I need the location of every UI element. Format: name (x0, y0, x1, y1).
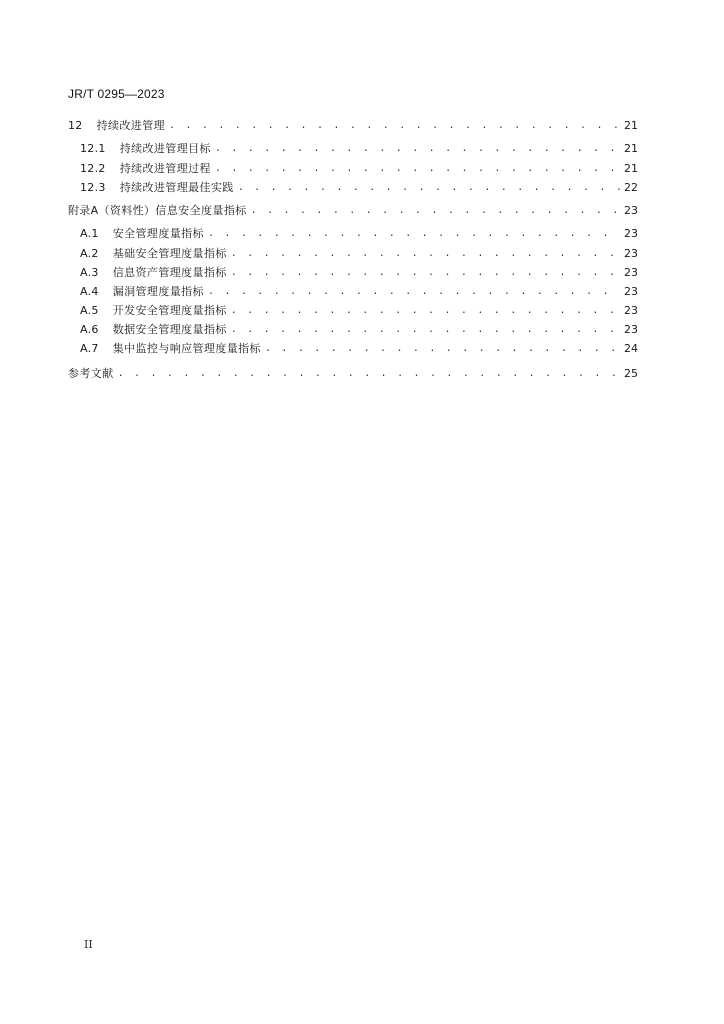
toc-number: 12.2 (80, 162, 106, 175)
toc-leader (215, 159, 620, 179)
toc-leader (118, 364, 620, 384)
toc-entry[interactable] (80, 282, 638, 302)
toc-leader (238, 178, 620, 198)
toc-number: 12.3 (80, 181, 106, 194)
toc-label: 漏洞管理度量指标 (112, 285, 204, 298)
toc-page: 23 (624, 266, 638, 279)
toc-page: 25 (624, 367, 638, 380)
toc-entry[interactable] (80, 263, 638, 283)
toc-page: 23 (624, 285, 638, 298)
toc-entry[interactable] (68, 116, 638, 136)
toc-number: 12.1 (80, 142, 106, 155)
toc-leader (231, 320, 620, 340)
toc-label: 持续改进管理过程 (119, 162, 211, 175)
toc-label: 集中监控与响应管理度量指标 (112, 342, 261, 355)
toc-label: 参考文献 (68, 367, 114, 380)
toc-leader (231, 263, 620, 283)
toc-page: 23 (624, 304, 638, 317)
toc-page: 23 (624, 323, 638, 336)
toc-leader (265, 339, 620, 359)
toc-number: A.2 (80, 247, 99, 260)
document-code: JR/T 0295—2023 (68, 87, 165, 101)
toc-entry[interactable] (80, 178, 638, 198)
toc-label: 持续改进管理目标 (119, 142, 211, 155)
toc-number: A.6 (80, 323, 99, 336)
toc-page: 23 (624, 227, 638, 240)
toc-leader (231, 301, 620, 321)
toc-page: 21 (624, 142, 638, 155)
toc-number: 12 (68, 119, 83, 132)
toc-label: 基础安全管理度量指标 (112, 247, 227, 260)
toc-leader (251, 201, 620, 221)
toc-entry[interactable] (68, 364, 638, 384)
toc-label: 安全管理度量指标 (112, 227, 204, 240)
toc-entry[interactable] (80, 139, 638, 159)
toc-entry[interactable] (80, 320, 638, 340)
toc-entry[interactable] (80, 159, 638, 179)
toc-label: 持续改进管理 (96, 119, 166, 132)
toc-leader (215, 139, 620, 159)
toc-entry[interactable] (68, 201, 638, 221)
toc-label: 开发安全管理度量指标 (112, 304, 227, 317)
toc-entry[interactable] (80, 244, 638, 264)
toc-entry[interactable] (80, 301, 638, 321)
toc-number: A.3 (80, 266, 99, 279)
toc-leader (208, 282, 620, 302)
toc-leader (208, 224, 620, 244)
toc-page: 21 (624, 119, 638, 132)
toc-number: 附录A (68, 204, 99, 217)
toc-leader (169, 116, 620, 136)
toc-label: （资料性）信息安全度量指标 (98, 204, 247, 217)
toc-label: 数据安全管理度量指标 (112, 323, 227, 336)
toc-page: 24 (624, 342, 638, 355)
toc-number: A.5 (80, 304, 99, 317)
toc-number: A.1 (80, 227, 99, 240)
page-number: II (84, 938, 93, 951)
toc-label: 持续改进管理最佳实践 (119, 181, 234, 194)
toc-page: 23 (624, 204, 638, 217)
toc-page: 23 (624, 247, 638, 260)
toc-page: 22 (624, 181, 638, 194)
toc-entry[interactable] (80, 224, 638, 244)
toc-label: 信息资产管理度量指标 (112, 266, 227, 279)
toc-number: A.7 (80, 342, 99, 355)
toc-page: 21 (624, 162, 638, 175)
toc-leader (231, 244, 620, 264)
toc-entry[interactable] (80, 339, 638, 359)
toc-number: A.4 (80, 285, 99, 298)
